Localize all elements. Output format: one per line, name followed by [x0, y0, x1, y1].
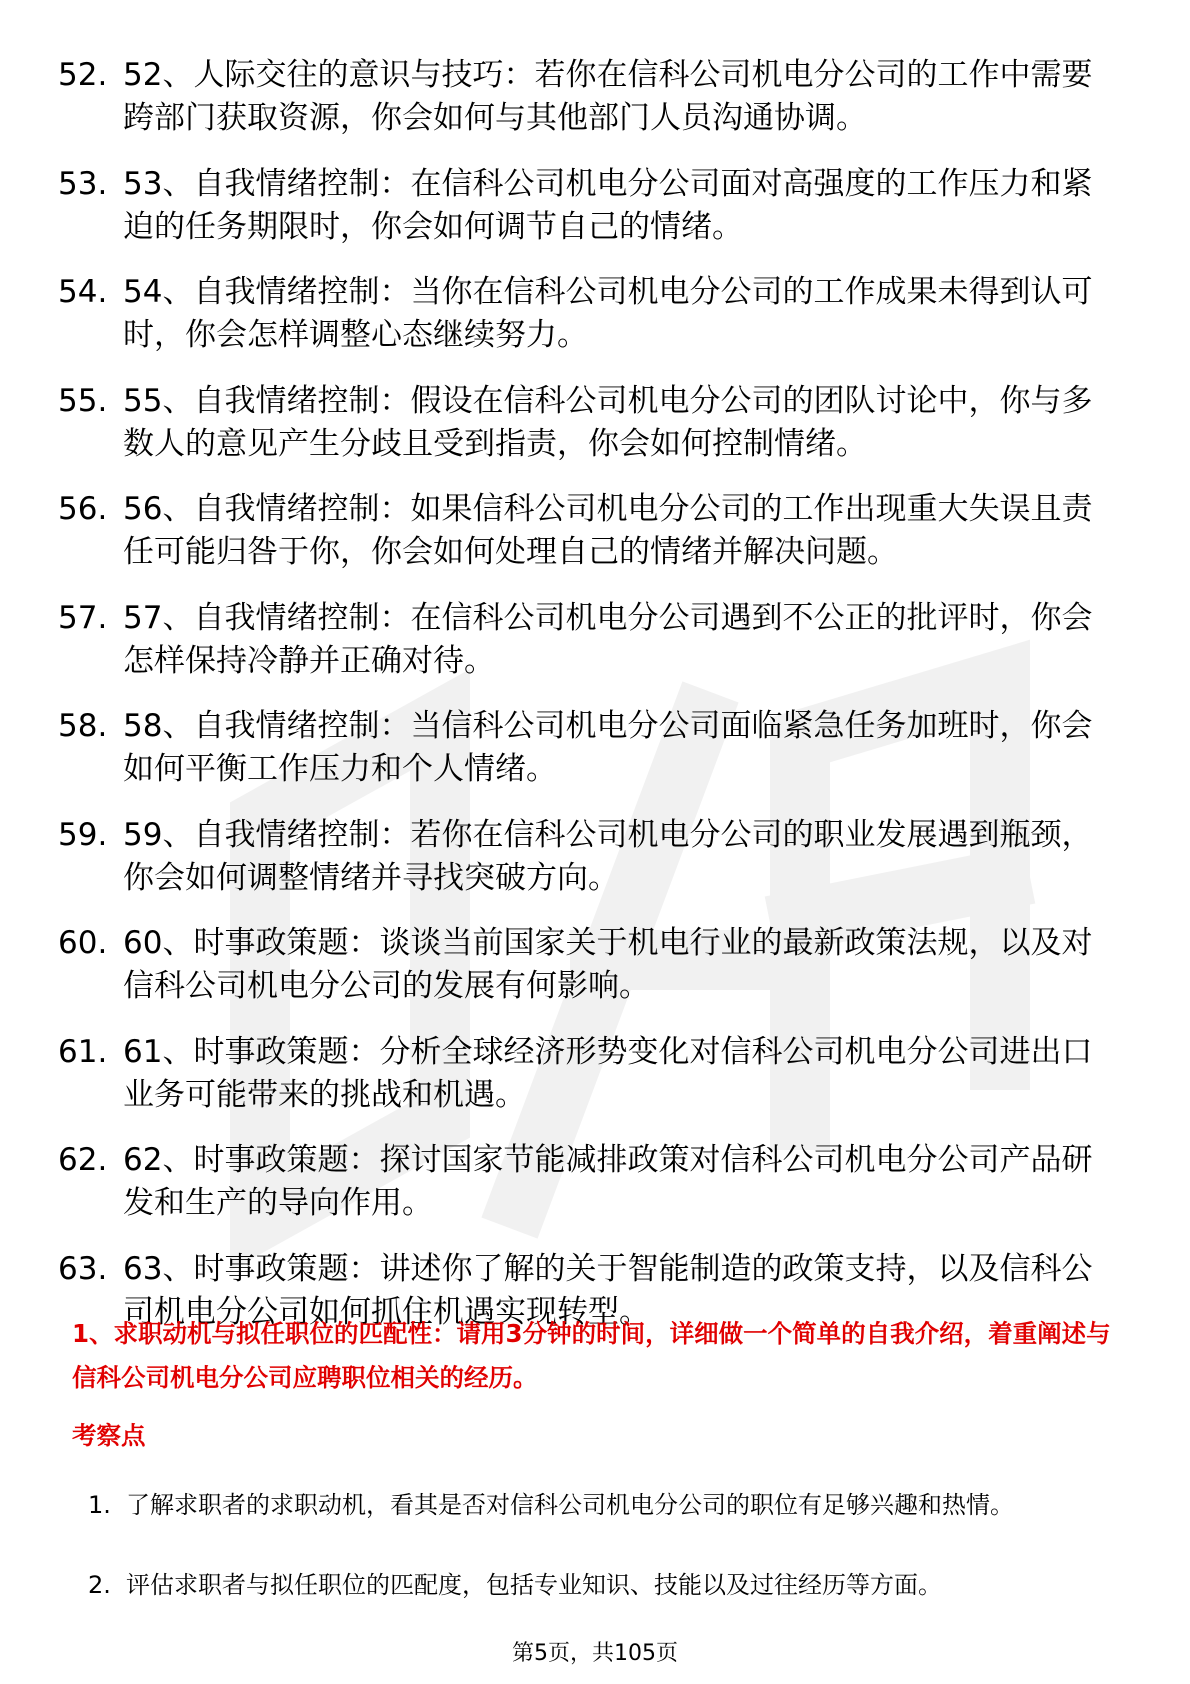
- question-text: 58、自我情绪控制：当信科公司机电分公司面临紧急任务加班时，你会如何平衡工作压力和个人情绪。: [123, 708, 1093, 787]
- check-points-list: [88, 1472, 1118, 1632]
- question-item: [58, 1139, 1118, 1225]
- question-number: 59.: [58, 816, 108, 853]
- question-item: [58, 814, 1118, 900]
- check-point-number: 2.: [88, 1571, 111, 1599]
- question-item: [58, 163, 1118, 249]
- question-item: [58, 1031, 1118, 1117]
- question-number: 55.: [58, 382, 108, 419]
- question-number: 62.: [58, 1142, 108, 1178]
- check-points-heading: 考察点: [72, 1421, 146, 1450]
- question-text: 55、自我情绪控制：假设在信科公司机电分公司的团队讨论中，你与多数人的意见产生分歧且受到指责，你会如何控制情绪。: [123, 382, 1093, 462]
- check-point-text: 了解求职者的求职动机，看其是否对信科公司机电分公司的职位有足够兴趣和热情。: [126, 1491, 1014, 1519]
- question-item: [58, 271, 1118, 357]
- question-text: 57、自我情绪控制：在信科公司机电分公司遇到不公正的批评时，你会怎样保持冷静并正确对待。: [123, 599, 1093, 679]
- question-text: 63、时事政策题：讲述你了解的关于智能制造的政策支持，以及信科公司机电分公司如何抓住机遇实现转型。: [123, 1250, 1093, 1330]
- question-text: 60、时事政策题：谈谈当前国家关于机电行业的最新政策法规，以及对信科公司机电分公司的发展有何影响。: [123, 925, 1093, 1004]
- section-title: 1、求职动机与拟任职位的匹配性：请用3分钟的时间，详细做一个简单的自我介绍，着重阐述与信科公司机电分公司应聘职位相关的经历。: [72, 1319, 1111, 1392]
- question-number: 56.: [58, 491, 108, 527]
- question-text: 53、自我情绪控制：在信科公司机电分公司面对高强度的工作压力和紧迫的任务期限时，你会如何调节自己的情绪。: [123, 165, 1093, 245]
- question-number: 61.: [58, 1033, 108, 1070]
- check-point-item: [88, 1552, 1118, 1618]
- question-number: 60.: [58, 925, 108, 961]
- question-item: [58, 705, 1118, 791]
- page-footer: 第5页，共105页: [512, 1641, 678, 1666]
- question-item: [58, 488, 1118, 574]
- question-number: 53.: [58, 165, 108, 202]
- question-number: 57.: [58, 599, 108, 636]
- question-text: 61、时事政策题：分析全球经济形势变化对信科公司机电分公司进出口业务可能带来的挑战和机遇。: [123, 1033, 1093, 1113]
- question-text: 54、自我情绪控制：当你在信科公司机电分公司的工作成果未得到认可时，你会怎样调整心态继续努力。: [123, 274, 1093, 353]
- question-item: [58, 380, 1118, 466]
- question-number: 63.: [58, 1250, 108, 1287]
- check-point-item: [88, 1472, 1118, 1538]
- question-number: 58.: [58, 708, 108, 744]
- question-item: [58, 597, 1118, 683]
- question-list: [58, 54, 1118, 1356]
- check-point-number: 1.: [88, 1491, 111, 1519]
- question-item: [58, 922, 1118, 1008]
- check-point-text: 评估求职者与拟任职位的匹配度，包括专业知识、技能以及过往经历等方面。: [126, 1571, 942, 1599]
- question-text: 62、时事政策题：探讨国家节能减排政策对信科公司机电分公司产品研发和生产的导向作用。: [123, 1142, 1093, 1221]
- question-number: 54.: [58, 274, 108, 310]
- question-text: 52、人际交往的意识与技巧：若你在信科公司机电分公司的工作中需要跨部门获取资源，你会如何与其他部门人员沟通协调。: [123, 57, 1093, 136]
- question-text: 56、自我情绪控制：如果信科公司机电分公司的工作出现重大失误且责任可能归咎于你，你会如何处理自己的情绪并解决问题。: [123, 491, 1093, 570]
- question-item: [58, 54, 1118, 140]
- question-number: 52.: [58, 57, 108, 93]
- question-text: 59、自我情绪控制：若你在信科公司机电分公司的职业发展遇到瓶颈，你会如何调整情绪并寻找突破方向。: [123, 816, 1093, 896]
